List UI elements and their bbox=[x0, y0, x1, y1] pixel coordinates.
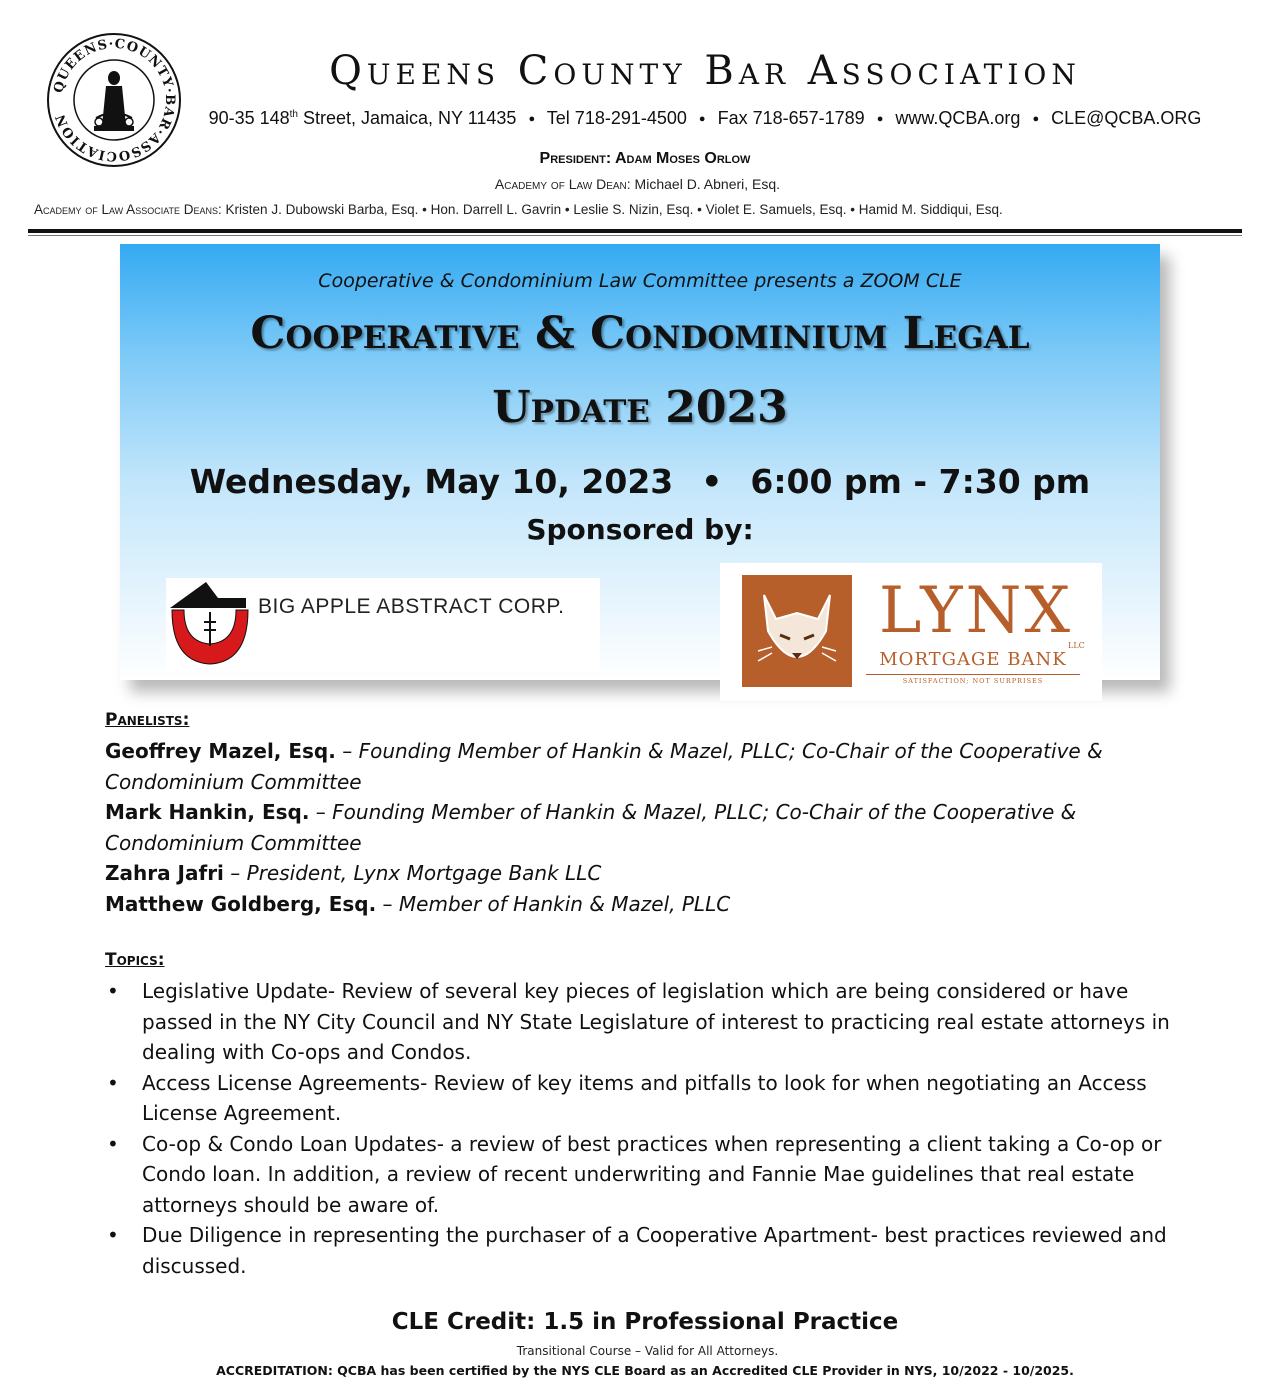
event-time: 6:00 pm - 7:30 pm bbox=[750, 462, 1091, 501]
panelist-name: Zahra Jafri bbox=[105, 861, 224, 885]
big-apple-logo-icon bbox=[166, 578, 258, 670]
associate-deans-line bbox=[34, 202, 1244, 217]
panelist-separator: – bbox=[309, 800, 333, 824]
topic-item bbox=[105, 1220, 1195, 1281]
header-divider-thin bbox=[28, 235, 1242, 236]
dean-name: Michael D. Abneri, Esq. bbox=[630, 176, 781, 192]
topic-text: Co-op & Condo Loan Updates- a review of best practices when representing a client taking a Co-op or Condo loan. In addition, a review of recent underwriting and Fannie Mae guidelines that real estate attorneys should be aware of. bbox=[142, 1131, 1162, 1217]
address-rest: Street, Jamaica, NY 11435 bbox=[297, 108, 517, 128]
bullet-icon: • bbox=[107, 979, 119, 1003]
topic-text: Legislative Update- Review of several key pieces of legislation which are being considered or have passed in the NY City Council and NY State Legislature of interest to practicing real estate attorneys in dealing with Co-ops and Condos. bbox=[142, 979, 1170, 1064]
associate-deans-names: Kristen J. Dubowski Barba, Esq. • Hon. Darrell L. Gavrin • Leslie S. Nizin, Esq. • Violet E. Samuels, Esq. • Hamid M. Siddiqui, Esq. bbox=[221, 202, 1003, 217]
topic-item bbox=[105, 1068, 1195, 1129]
panelist-separator: – bbox=[223, 861, 247, 885]
separator-dot: ● bbox=[876, 113, 884, 126]
event-title-line-2: Update 2023 bbox=[492, 382, 788, 433]
panelist-item bbox=[105, 858, 1185, 889]
panelist-description: Member of Hankin & Mazel, PLLC bbox=[398, 891, 731, 916]
dean-line bbox=[0, 176, 1275, 192]
lynx-llc: LLC bbox=[1068, 641, 1085, 650]
topics-list bbox=[105, 976, 1195, 1281]
president-line: President: Adam Moses Orlow bbox=[539, 150, 751, 167]
big-apple-name: BIG APPLE ABSTRACT CORP. bbox=[258, 595, 565, 618]
panelist-name: Geoffrey Mazel, Esq. bbox=[105, 739, 336, 763]
separator-dot: ● bbox=[528, 113, 536, 126]
panelists-list bbox=[105, 736, 1185, 919]
panelist-item bbox=[105, 736, 1185, 797]
header-divider-thick bbox=[28, 229, 1242, 233]
panelists-heading: Panelists: bbox=[105, 710, 190, 730]
panelist-description: President, Lynx Mortgage Bank LLC bbox=[246, 861, 602, 885]
panelist-item bbox=[105, 889, 1185, 920]
sponsor-big-apple-abstract bbox=[166, 578, 600, 670]
bullet-icon: • bbox=[107, 1223, 119, 1247]
lynx-tagline: SATISFACTION; NOT SURPRISES bbox=[902, 677, 1044, 685]
lynx-logo-panel bbox=[742, 575, 852, 687]
website-link[interactable]: www.QCBA.org bbox=[895, 108, 1021, 128]
event-title-line-1: Cooperative & Condominium Legal bbox=[250, 308, 1030, 359]
panelist-description: Founding Member of Hankin & Mazel, PLLC; Co-Chair of the Cooperative & Condominium Committee bbox=[105, 800, 1077, 855]
associate-deans-label: Academy of Law Associate Deans: bbox=[34, 202, 222, 217]
lynx-subtitle: MORTGAGE BANK bbox=[879, 649, 1067, 670]
dean-label: Academy of Law Dean: bbox=[494, 176, 631, 192]
topic-item bbox=[105, 976, 1195, 1068]
fax-number: Fax 718-657-1789 bbox=[717, 108, 865, 128]
address-prefix: 90-35 148 bbox=[208, 108, 290, 128]
accreditation-note: ACCREDITATION: QCBA has been certified by the NYS CLE Board as an Accredited CLE Provider in NYS, 10/2022 - 10/2025. bbox=[216, 1363, 1074, 1378]
lynx-divider bbox=[866, 674, 1080, 675]
transitional-note: Transitional Course – Valid for All Attorneys. bbox=[516, 1344, 779, 1358]
justice-figure-seal-icon bbox=[44, 30, 184, 170]
panelist-separator: – bbox=[376, 891, 399, 916]
topic-item bbox=[105, 1129, 1195, 1221]
panelist-item bbox=[105, 797, 1185, 858]
email-link[interactable]: CLE@QCBA.ORG bbox=[1051, 108, 1202, 128]
event-date-time bbox=[120, 462, 1160, 501]
panelist-description: Founding Member of Hankin & Mazel, PLLC; Co-Chair of the Cooperative & Condominium Committee bbox=[105, 739, 1103, 794]
panelist-name: Mark Hankin, Esq. bbox=[105, 800, 310, 824]
address-ordinal: th bbox=[289, 109, 298, 120]
separator-dot: ● bbox=[698, 113, 706, 126]
organization-name: Queens County Bar Association bbox=[329, 48, 1081, 94]
seal-text: QUEENS·COUNTY·BAR·ASSOCIATION bbox=[51, 36, 178, 164]
lynx-head-icon bbox=[742, 575, 852, 687]
topic-text: Due Diligence in representing the purchaser of a Cooperative Apartment- best practices reviewed and discussed. bbox=[142, 1223, 1167, 1278]
topics-heading: Topics: bbox=[105, 950, 165, 970]
bullet-icon: • bbox=[107, 1070, 119, 1095]
separator-dot: ● bbox=[1032, 113, 1040, 126]
qcba-seal-logo bbox=[44, 30, 184, 170]
presenter-line: Cooperative & Condominium Law Committee presents a ZOOM CLE bbox=[318, 270, 962, 292]
event-date: Wednesday, May 10, 2023 bbox=[189, 462, 674, 501]
panelist-separator: – bbox=[335, 739, 359, 763]
panelist-name: Matthew Goldberg, Esq. bbox=[105, 891, 377, 916]
date-time-separator: • bbox=[701, 462, 723, 501]
sponsored-by-label: Sponsored by: bbox=[526, 513, 754, 546]
bullet-icon: • bbox=[107, 1131, 119, 1156]
lynx-wordmark: LYNX bbox=[878, 574, 1074, 648]
contact-line bbox=[200, 108, 1210, 129]
phone-number: Tel 718-291-4500 bbox=[546, 108, 687, 128]
topic-text: Access License Agreements- Review of key items and pitfalls to look for when negotiating an Access License Agreement. bbox=[142, 1070, 1147, 1125]
cle-credit: CLE Credit: 1.5 in Professional Practice bbox=[391, 1309, 899, 1335]
